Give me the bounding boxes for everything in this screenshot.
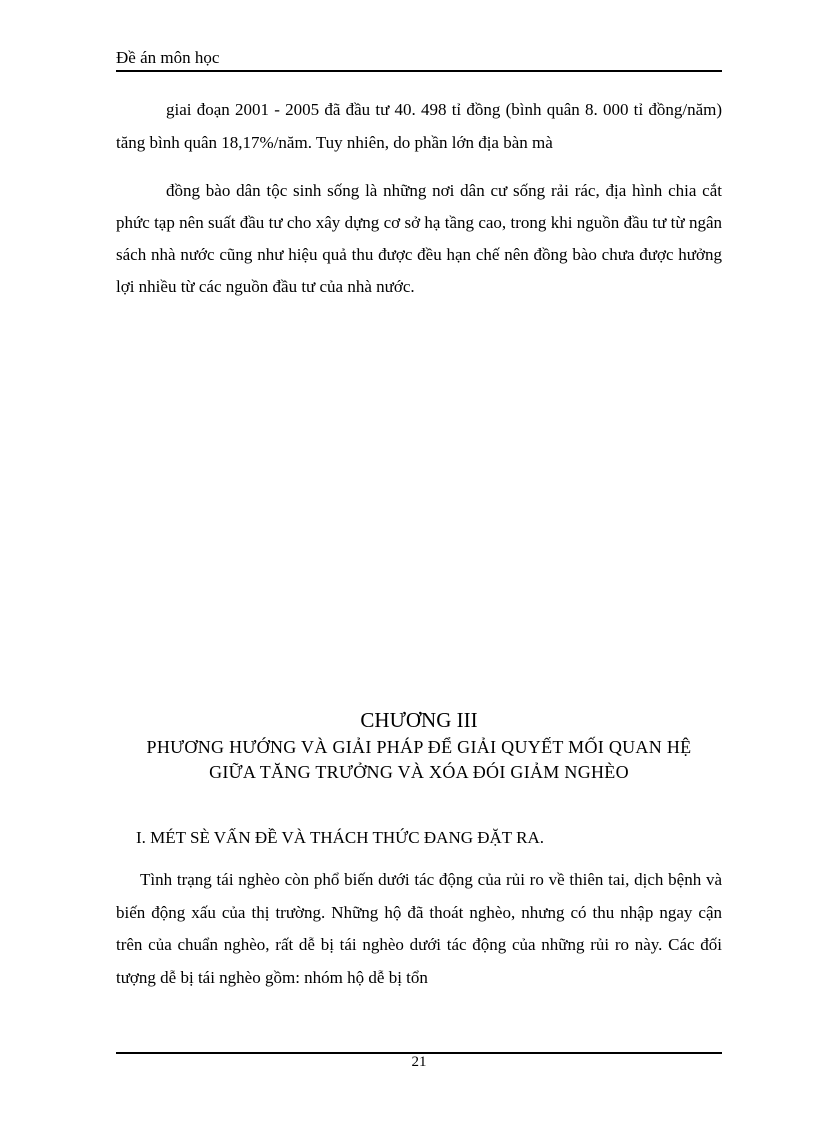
section-heading: I. MÉT SÈ VẤN ĐỀ VÀ THÁCH THỨC ĐANG ĐẶT RA. [136, 828, 544, 847]
paragraph-investment: giai đoạn 2001 - 2005 đã đầu tư 40. 498 tỉ đồng (bình quân 8. 000 tỉ đồng/năm) tăng bình quân 18,17%/năm. Tuy nhiên, do phần lớn địa bàn mà [116, 100, 722, 152]
page-number: 21 [411, 1054, 427, 1070]
paragraph-ethnic-communities: đồng bào dân tộc sinh sống là những nơi dân cư sống rải rác, địa hình chia cắt phức tạp nên suất đầu tư cho xây dựng cơ sở hạ tầng cao, trong khi nguồn đầu tư từ ngân sách nhà nước cũng như hiệu quả thu được đều hạn chế nên đồng bào chưa được hưởng lợi nhiều từ các nguồn đầu tư của nhà nước. [116, 181, 722, 296]
chapter-subtitle: PHƯƠNG HƯỚNG VÀ GIẢI PHÁP ĐỂ GIẢI QUYẾT MỐI QUAN HỆ GIỮA TĂNG TRƯỞNG VÀ XÓA ĐÓI GIẢM NGHÈO [146, 737, 692, 782]
page-header-title: Đề án môn học [116, 48, 220, 67]
paragraph-re-poverty: Tình trạng tái nghèo còn phổ biến dưới tác động của rủi ro về thiên tai, dịch bệnh và biến động xấu của thị trường. Những hộ đã thoát nghèo, nhưng có thu nhập ngay cận trên của chuẩn nghèo, rất dễ bị tái nghèo dưới tác động của những rủi ro này. Các đối tượng dễ bị tái nghèo gồm: nhóm hộ dễ bị tổn [116, 870, 722, 987]
header-divider [116, 70, 722, 72]
chapter-title: CHƯƠNG III [360, 708, 478, 732]
